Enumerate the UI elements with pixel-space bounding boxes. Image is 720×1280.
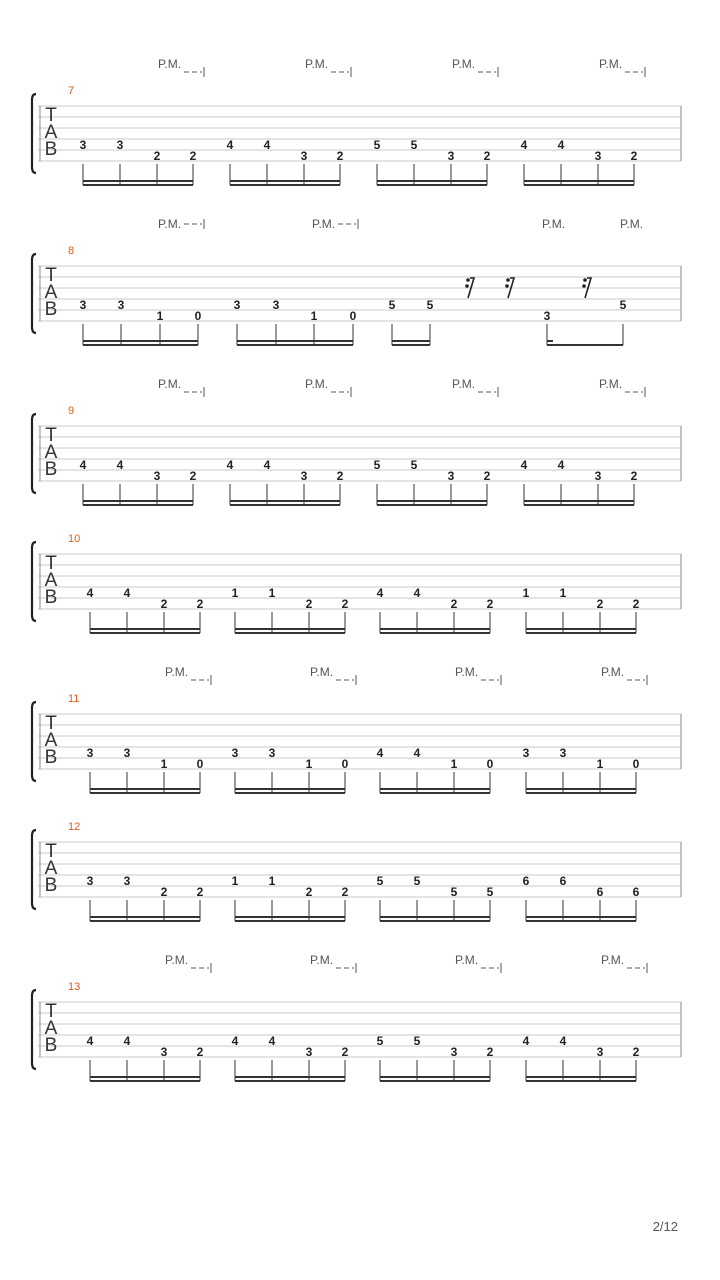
tab-clef-a: A [44, 1018, 58, 1039]
fret-number: 2 [483, 469, 491, 483]
fret-number: 2 [305, 885, 313, 899]
rest-dot [506, 278, 510, 282]
tab-clef-a: A [44, 122, 58, 143]
tab-clef-a: A [44, 570, 58, 591]
fret-number: 2 [336, 469, 344, 483]
fret-number: 2 [196, 885, 204, 899]
fret-number: 3 [447, 149, 455, 163]
fret-number: 2 [341, 885, 349, 899]
palm-mute-label: P.M. [158, 57, 182, 71]
fret-number: 3 [596, 1045, 604, 1059]
measure-number: 8 [68, 245, 75, 257]
rest-dot [466, 278, 470, 282]
palm-mute-label: P.M. [601, 953, 625, 967]
fret-number: 3 [594, 149, 602, 163]
fret-number: 1 [156, 309, 164, 323]
fret-number: 0 [194, 309, 202, 323]
palm-mute-label: P.M. [599, 57, 623, 71]
fret-number: 3 [117, 298, 125, 312]
fret-number: 4 [86, 586, 94, 600]
fret-number: 3 [272, 298, 280, 312]
system-bracket [32, 702, 36, 781]
fret-number: 5 [410, 458, 418, 472]
fret-number: 2 [632, 597, 640, 611]
rest-dot [582, 284, 586, 288]
palm-mute-label: P.M. [455, 953, 479, 967]
tab-clef-t: T [45, 265, 57, 286]
fret-number: 5 [388, 298, 396, 312]
tab-clef-t: T [45, 553, 57, 574]
fret-number: 0 [349, 309, 357, 323]
palm-mute-label: P.M. [452, 377, 476, 391]
palm-mute-label: P.M. [601, 665, 625, 679]
fret-number: 3 [233, 298, 241, 312]
fret-number: 0 [486, 757, 494, 771]
fret-number: 3 [447, 469, 455, 483]
fret-number: 0 [341, 757, 349, 771]
palm-mute-label: P.M. [310, 665, 334, 679]
measure-number: 9 [68, 405, 75, 417]
fret-number: 1 [559, 586, 567, 600]
fret-number: 2 [483, 149, 491, 163]
fret-number: 4 [520, 138, 528, 152]
tab-clef-b: B [44, 587, 58, 608]
tab-clef-b: B [44, 875, 58, 896]
system-12 [32, 821, 681, 921]
fret-number: 3 [79, 138, 87, 152]
fret-number: 6 [596, 885, 604, 899]
fret-number: 0 [196, 757, 204, 771]
fret-number: 3 [522, 746, 530, 760]
fret-number: 1 [305, 757, 313, 771]
palm-mute-label: P.M. [305, 57, 329, 71]
tab-clef-a: A [44, 442, 58, 463]
fret-number: 5 [413, 1034, 421, 1048]
system-11 [32, 665, 681, 793]
fret-number: 4 [116, 458, 124, 472]
fret-number: 2 [341, 597, 349, 611]
fret-number: 4 [559, 1034, 567, 1048]
fret-number: 2 [630, 469, 638, 483]
fret-number: 2 [630, 149, 638, 163]
tab-clef-b: B [44, 1035, 58, 1056]
fret-number: 4 [226, 458, 234, 472]
fret-number: 3 [268, 746, 276, 760]
fret-number: 4 [263, 458, 271, 472]
fret-number: 2 [160, 885, 168, 899]
measure-number: 12 [68, 821, 81, 833]
palm-mute-label: P.M. [158, 217, 182, 231]
fret-number: 2 [196, 1045, 204, 1059]
fret-number: 1 [160, 757, 168, 771]
fret-number: 3 [153, 469, 161, 483]
fret-number: 3 [594, 469, 602, 483]
system-10 [32, 533, 681, 633]
fret-number: 5 [450, 885, 458, 899]
fret-number: 2 [341, 1045, 349, 1059]
fret-number: 3 [305, 1045, 313, 1059]
fret-number: 3 [160, 1045, 168, 1059]
system-bracket [32, 830, 36, 909]
fret-number: 1 [596, 757, 604, 771]
tab-clef-a: A [44, 730, 58, 751]
system-bracket [32, 414, 36, 493]
page-number: 2/12 [652, 1219, 678, 1234]
fret-number: 5 [373, 138, 381, 152]
fret-number: 5 [426, 298, 434, 312]
fret-number: 2 [196, 597, 204, 611]
rest-dot [505, 284, 509, 288]
fret-number: 6 [559, 874, 567, 888]
fret-number: 4 [123, 586, 131, 600]
fret-number: 4 [376, 746, 384, 760]
palm-mute-label: P.M. [452, 57, 476, 71]
fret-number: 5 [410, 138, 418, 152]
tab-clef-t: T [45, 105, 57, 126]
fret-number: 1 [231, 586, 239, 600]
fret-number: 2 [486, 597, 494, 611]
fret-number: 4 [86, 1034, 94, 1048]
palm-mute-label: P.M. [158, 377, 182, 391]
fret-number: 4 [231, 1034, 239, 1048]
fret-number: 4 [226, 138, 234, 152]
fret-number: 6 [522, 874, 530, 888]
fret-number: 4 [557, 138, 565, 152]
fret-number: 2 [632, 1045, 640, 1059]
fret-number: 3 [86, 746, 94, 760]
fret-number: 1 [310, 309, 318, 323]
system-bracket [32, 254, 36, 333]
fret-number: 4 [413, 586, 421, 600]
fret-number: 1 [450, 757, 458, 771]
palm-mute-label: P.M. [542, 217, 566, 231]
fret-number: 4 [123, 1034, 131, 1048]
tab-clef-t: T [45, 425, 57, 446]
fret-number: 5 [373, 458, 381, 472]
palm-mute-label: P.M. [599, 377, 623, 391]
palm-mute-label: P.M. [620, 217, 644, 231]
fret-number: 3 [86, 874, 94, 888]
fret-number: 3 [450, 1045, 458, 1059]
fret-number: 1 [231, 874, 239, 888]
fret-number: 2 [336, 149, 344, 163]
fret-number: 5 [486, 885, 494, 899]
palm-mute-label: P.M. [165, 665, 189, 679]
fret-number: 4 [376, 586, 384, 600]
fret-number: 3 [231, 746, 239, 760]
measure-number: 11 [68, 693, 80, 705]
fret-number: 1 [522, 586, 530, 600]
fret-number: 4 [268, 1034, 276, 1048]
fret-number: 2 [596, 597, 604, 611]
tab-clef-a: A [44, 282, 58, 303]
fret-number: 0 [632, 757, 640, 771]
fret-number: 4 [522, 1034, 530, 1048]
tab-clef-b: B [44, 459, 58, 480]
rest-dot [465, 284, 469, 288]
fret-number: 3 [123, 746, 131, 760]
fret-number: 1 [268, 874, 276, 888]
palm-mute-label: P.M. [305, 377, 329, 391]
system-bracket [32, 94, 36, 173]
tab-clef-a: A [44, 858, 58, 879]
fret-number: 3 [300, 149, 308, 163]
tab-clef-b: B [44, 747, 58, 768]
tab-clef-t: T [45, 713, 57, 734]
system-bracket [32, 990, 36, 1069]
system-bracket [32, 542, 36, 621]
system-13 [32, 953, 681, 1081]
fret-number: 3 [123, 874, 131, 888]
fret-number: 3 [116, 138, 124, 152]
tab-clef-t: T [45, 841, 57, 862]
fret-number: 2 [450, 597, 458, 611]
fret-number: 4 [263, 138, 271, 152]
fret-number: 5 [619, 298, 627, 312]
fret-number: 3 [543, 309, 551, 323]
fret-number: 3 [79, 298, 87, 312]
measure-number: 7 [68, 85, 75, 97]
fret-number: 2 [160, 597, 168, 611]
measure-number: 13 [68, 981, 81, 993]
fret-number: 2 [305, 597, 313, 611]
fret-number: 6 [632, 885, 640, 899]
rest-dot [583, 278, 587, 282]
fret-number: 3 [559, 746, 567, 760]
tab-clef-t: T [45, 1001, 57, 1022]
tab-clef-b: B [44, 139, 58, 160]
fret-number: 4 [520, 458, 528, 472]
palm-mute-label: P.M. [312, 217, 336, 231]
palm-mute-label: P.M. [165, 953, 189, 967]
fret-number: 4 [557, 458, 565, 472]
palm-mute-label: P.M. [455, 665, 479, 679]
fret-number: 5 [376, 1034, 384, 1048]
palm-mute-label: P.M. [310, 953, 334, 967]
fret-number: 4 [413, 746, 421, 760]
fret-number: 2 [189, 149, 197, 163]
fret-number: 4 [79, 458, 87, 472]
fret-number: 2 [153, 149, 161, 163]
fret-number: 1 [268, 586, 276, 600]
fret-number: 2 [189, 469, 197, 483]
tab-clef-b: B [44, 299, 58, 320]
measure-number: 10 [68, 533, 81, 545]
fret-number: 3 [300, 469, 308, 483]
fret-number: 5 [413, 874, 421, 888]
fret-number: 2 [486, 1045, 494, 1059]
system-7 [32, 57, 681, 185]
system-9 [32, 377, 681, 505]
fret-number: 5 [376, 874, 384, 888]
system-8 [32, 217, 681, 345]
